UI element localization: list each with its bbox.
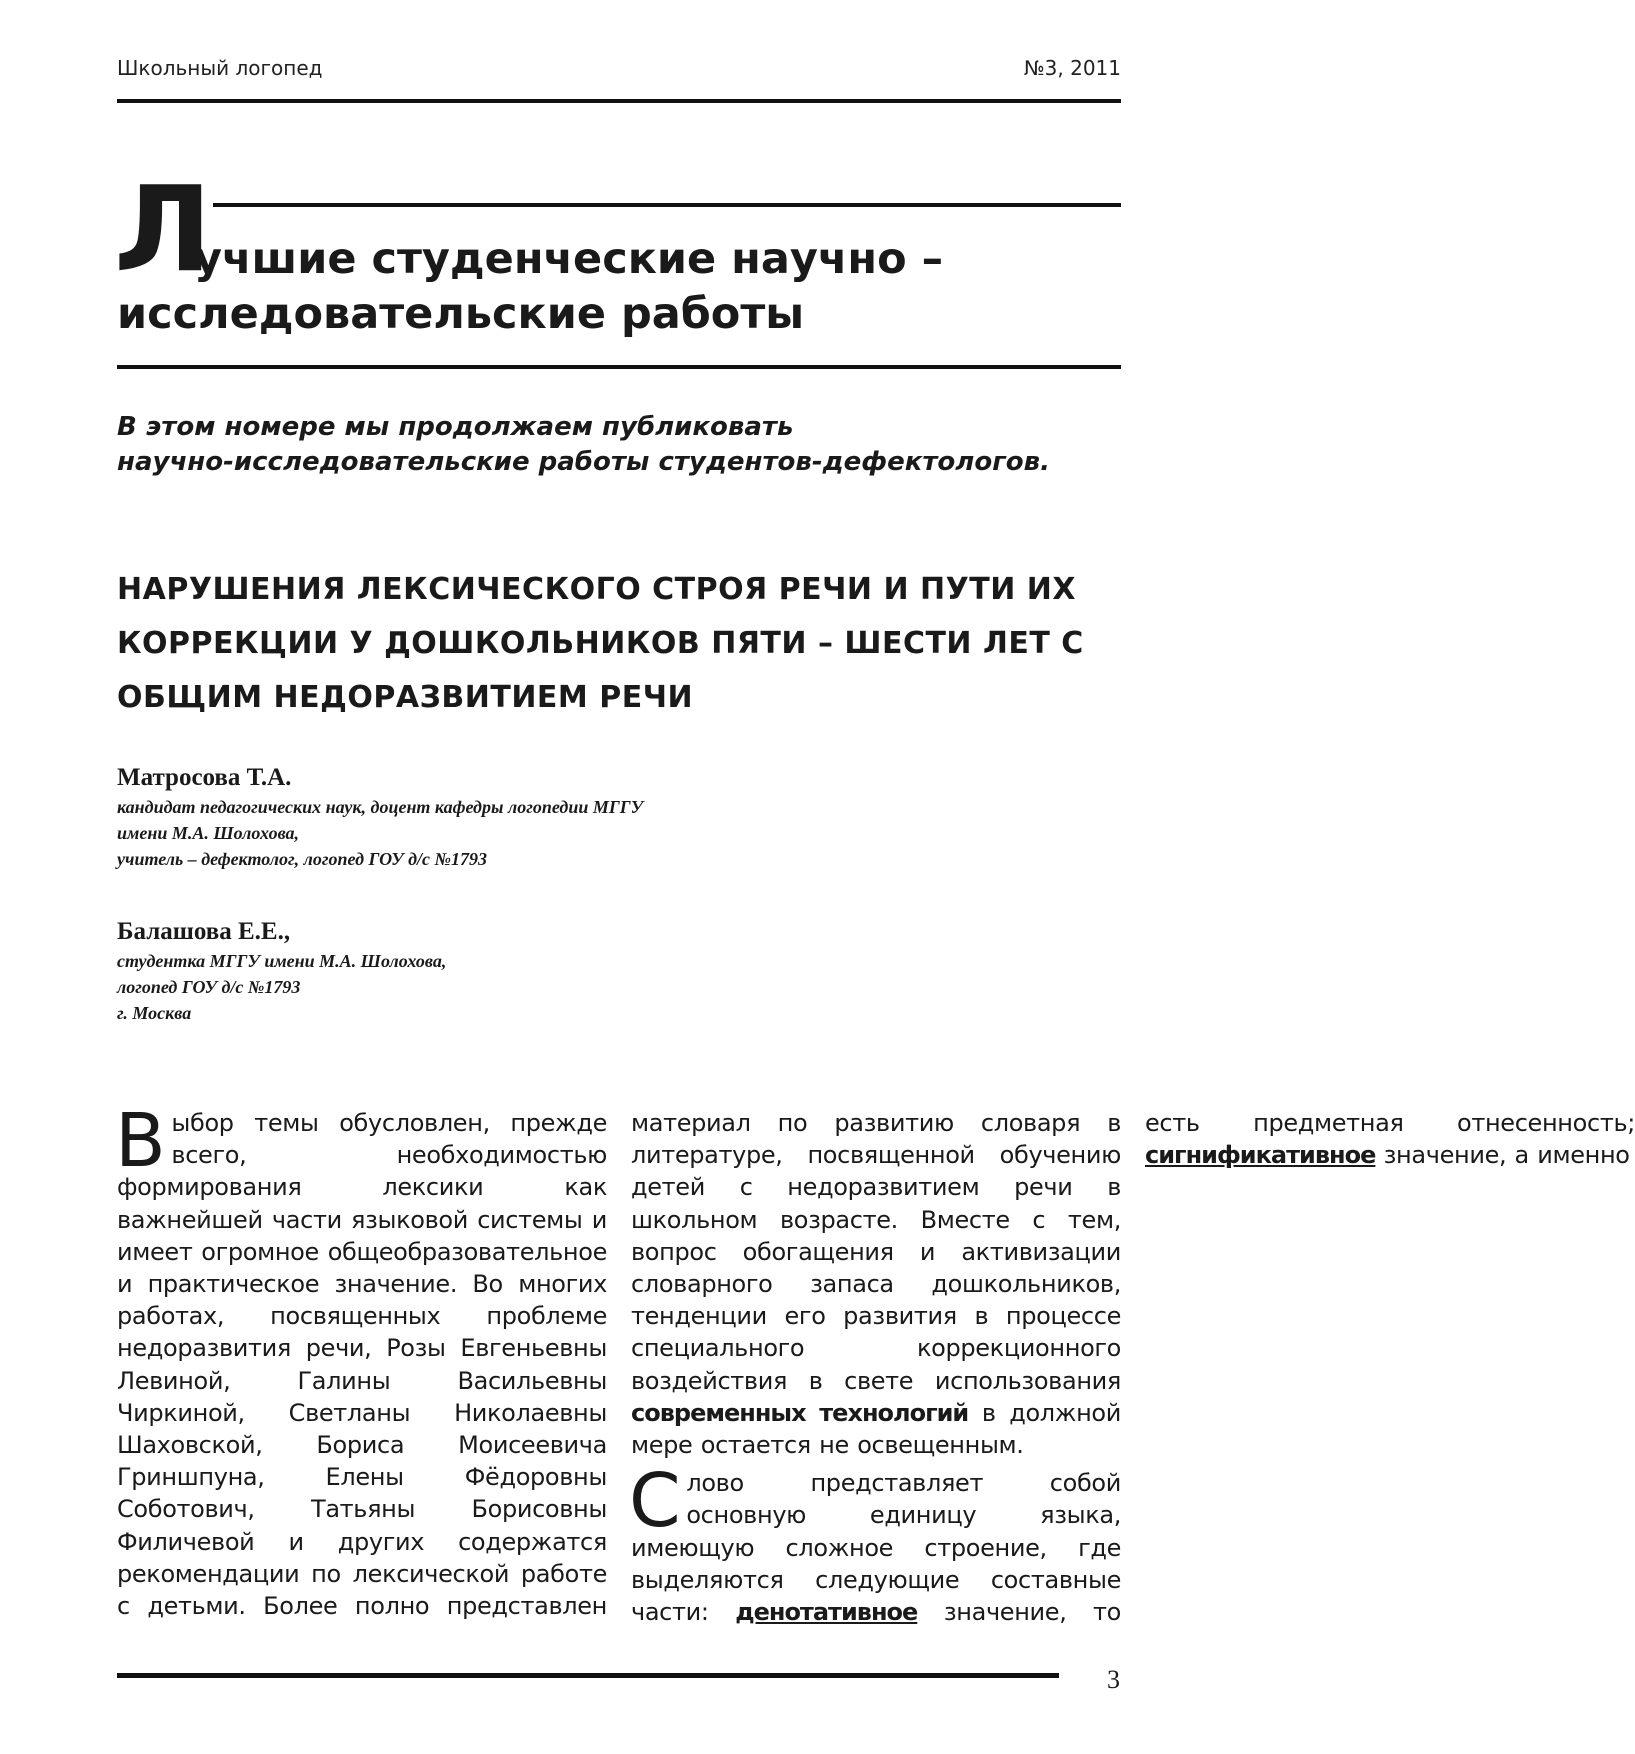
author-affiliation: учитель – дефектолог, логопед ГОУ д/с №1793 <box>117 849 488 869</box>
author-affiliation: имени М.А. Шолохова, <box>117 823 300 843</box>
paragraph-text: лово представляет собой основную единицу языка, имеющую сложное строение, где выделяются следующие составные части: <box>631 1469 1121 1627</box>
author-affiliation: кандидат педагогических наук, доцент кафедры логопедии МГГУ <box>117 797 644 817</box>
article-title-line2: КОРРЕКЦИИ У ДОШКОЛЬНИКОВ ПЯТИ – ШЕСТИ ЛЕТ С <box>117 626 1084 661</box>
article-title-line1: НАРУШЕНИЯ ЛЕКСИЧЕСКОГО СТРОЯ РЕЧИ И ПУТИ ИХ <box>117 572 1076 607</box>
paragraph-text: ыбор темы обусловлен, прежде всего, необходимостью формирования лексики как важнейшей части языковой системы и имеет огромное общеобразовательное и практическое значение. Во многих работах, посвященных проблеме недоразвития речи, Розы Евгеньевны Левиной, Галины Васильевны Чиркиной, Светланы Николаевны Шаховской, Бориса Моисеевича Гриншпуна, Елены Фёдоровны Соботович, Татьяны Борисовны Филичевой и других содержатся рекомендации по лексической работе с детьми. Более полно представлен материал по развитию словаря в литературе, посвященной обучению детей с недоразвитием речи в школьном возрасте. Вместе с тем, вопрос обогащения и активизации словарного запаса дошкольников, тенденции его развития в процессе специального коррекционного воздействия в свете использования <box>117 1109 1121 1621</box>
footer-rule <box>117 1673 1059 1678</box>
section-top-rule <box>213 203 1121 207</box>
paragraph-text: значение, а именно <box>1383 1141 1630 1170</box>
drop-cap: В <box>115 1098 166 1184</box>
author-block-1 <box>117 764 643 872</box>
author-affiliation: студентка МГГУ имени М.А. Шолохова, <box>117 951 447 971</box>
author-affiliation: г. Москва <box>117 1003 192 1023</box>
section-title <box>117 232 943 342</box>
issue-number: №3, 2011 <box>1023 56 1121 80</box>
author-name: Балашова Е.Е., <box>117 918 291 945</box>
section-initial: Л <box>114 160 211 298</box>
drop-cap: С <box>629 1458 681 1545</box>
underlined-term: денотативное <box>735 1598 918 1627</box>
page-number: 3 <box>1107 1665 1120 1694</box>
intro-text <box>117 410 1050 480</box>
author-block-2 <box>117 918 446 1026</box>
article-title-line3: ОБЩИМ НЕДОРАЗВИТИЕМ РЕЧИ <box>117 680 694 715</box>
author-name: Матросова Т.А. <box>117 764 292 791</box>
section-title-line2: исследовательские работы <box>117 289 805 339</box>
article-body <box>115 1098 1635 1639</box>
header-rule <box>117 99 1121 103</box>
journal-name: Школьный логопед <box>117 56 323 80</box>
section-bottom-rule <box>117 365 1121 369</box>
underlined-term: сигнификативное <box>1145 1141 1376 1170</box>
intro-line1: В этом номере мы продолжаем публиковать <box>117 412 794 442</box>
paragraph-text: значение, то есть предметная отнесенность; <box>943 1109 1635 1627</box>
section-title-line1: учшие студенческие научно – <box>194 234 944 284</box>
bold-term: современных технологий <box>631 1398 969 1427</box>
author-affiliation: логопед ГОУ д/с №1793 <box>117 977 301 997</box>
paragraph-text: в должной мере остается не освещенным. <box>631 1398 1121 1460</box>
article-title <box>117 563 1084 725</box>
intro-line2: научно-исследовательские работы студентов-дефектологов. <box>117 447 1050 477</box>
